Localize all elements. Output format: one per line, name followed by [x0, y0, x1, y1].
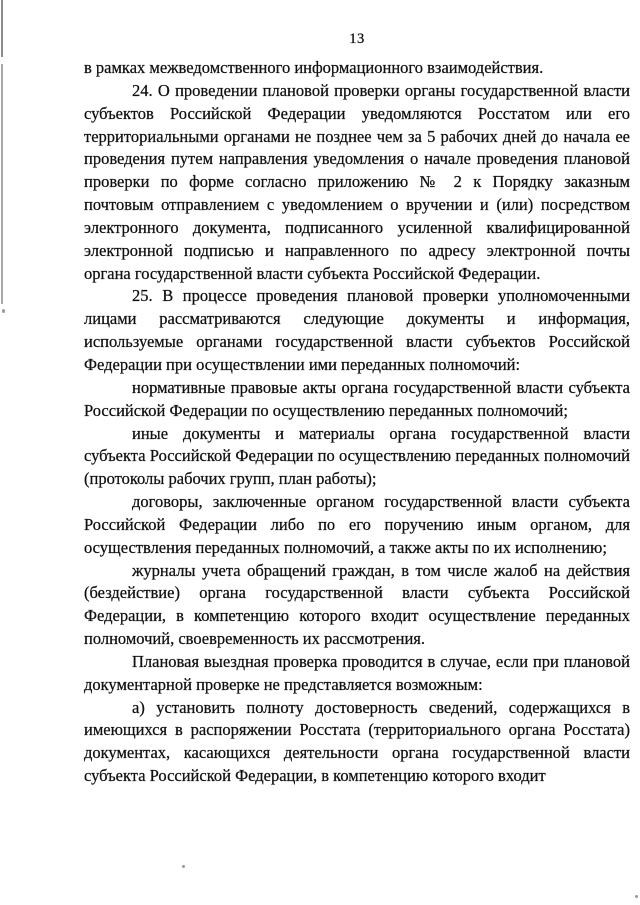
paragraph: Плановая выездная проверка проводится в случае, если при плановой документарной проверке не представляется возможным:: [84, 651, 630, 694]
scan-edge-line-top: [1, 0, 3, 57]
scan-speck: [2, 309, 5, 313]
scan-speck: [635, 895, 638, 898]
scan-speck: [182, 865, 185, 868]
paragraph: нормативные правовые акты органа государственной власти субъекта Российской Федерации по осуществлению переданных полномочий;: [84, 377, 630, 420]
page-number: 13: [349, 31, 365, 47]
paragraph: 25. В процессе проведения плановой проверки уполномоченными лицами рассматриваются следующие документы и информация, используемые органами государственной власти субъектов Российской Федерации при осуществлении ими переданных полномочий:: [84, 286, 630, 374]
paragraph: 24. О проведении плановой проверки органы государственной власти субъектов Российской Федерации уведомляются Росстатом или его территориальными органами не позднее чем за 5 рабочих дней до начала ее проведения путем направления уведомления о начале проведения плановой проверки по форме согласно приложению № 2 к Порядку заказным почтовым отправлением с уведомлением о вручении и (или) посредством электронного документа, подписанного усиленной квалифицированной электронной подписью и направленного по адресу электронной почты органа государственной власти субъекта Российской Федерации.: [84, 80, 630, 283]
paragraph: журналы учета обращений граждан, в том числе жалоб на действия (бездействие) органа государственной власти субъекта Российской Федерации, в компетенцию которого входит осуществление переданных полномочий, своевременность их рассмотрения.: [84, 560, 630, 649]
paragraph: договоры, заключенные органом государственной власти субъекта Российской Федерации либо по его поручению иным органом, для осуществления переданных полномочий, а также акты по их исполнению;: [84, 492, 630, 557]
paragraph: а) установить полноту достоверность сведений, содержащихся в имеющихся в распоряжении Росстата (территориального органа Росстата) документах, касающихся деятельности органа государственной власти субъекта Российской Федерации, в компетенцию которого входит: [84, 697, 630, 786]
paragraph: иные документы и материалы органа государственной власти субъекта Российской Федерации по осуществлению переданных полномочий (протоколы рабочих групп, план работы);: [84, 423, 630, 489]
document-body: [84, 57, 630, 788]
scan-edge-line-bottom: [1, 64, 3, 304]
paragraph: в рамках межведомственного информационного взаимодействия.: [84, 58, 544, 77]
